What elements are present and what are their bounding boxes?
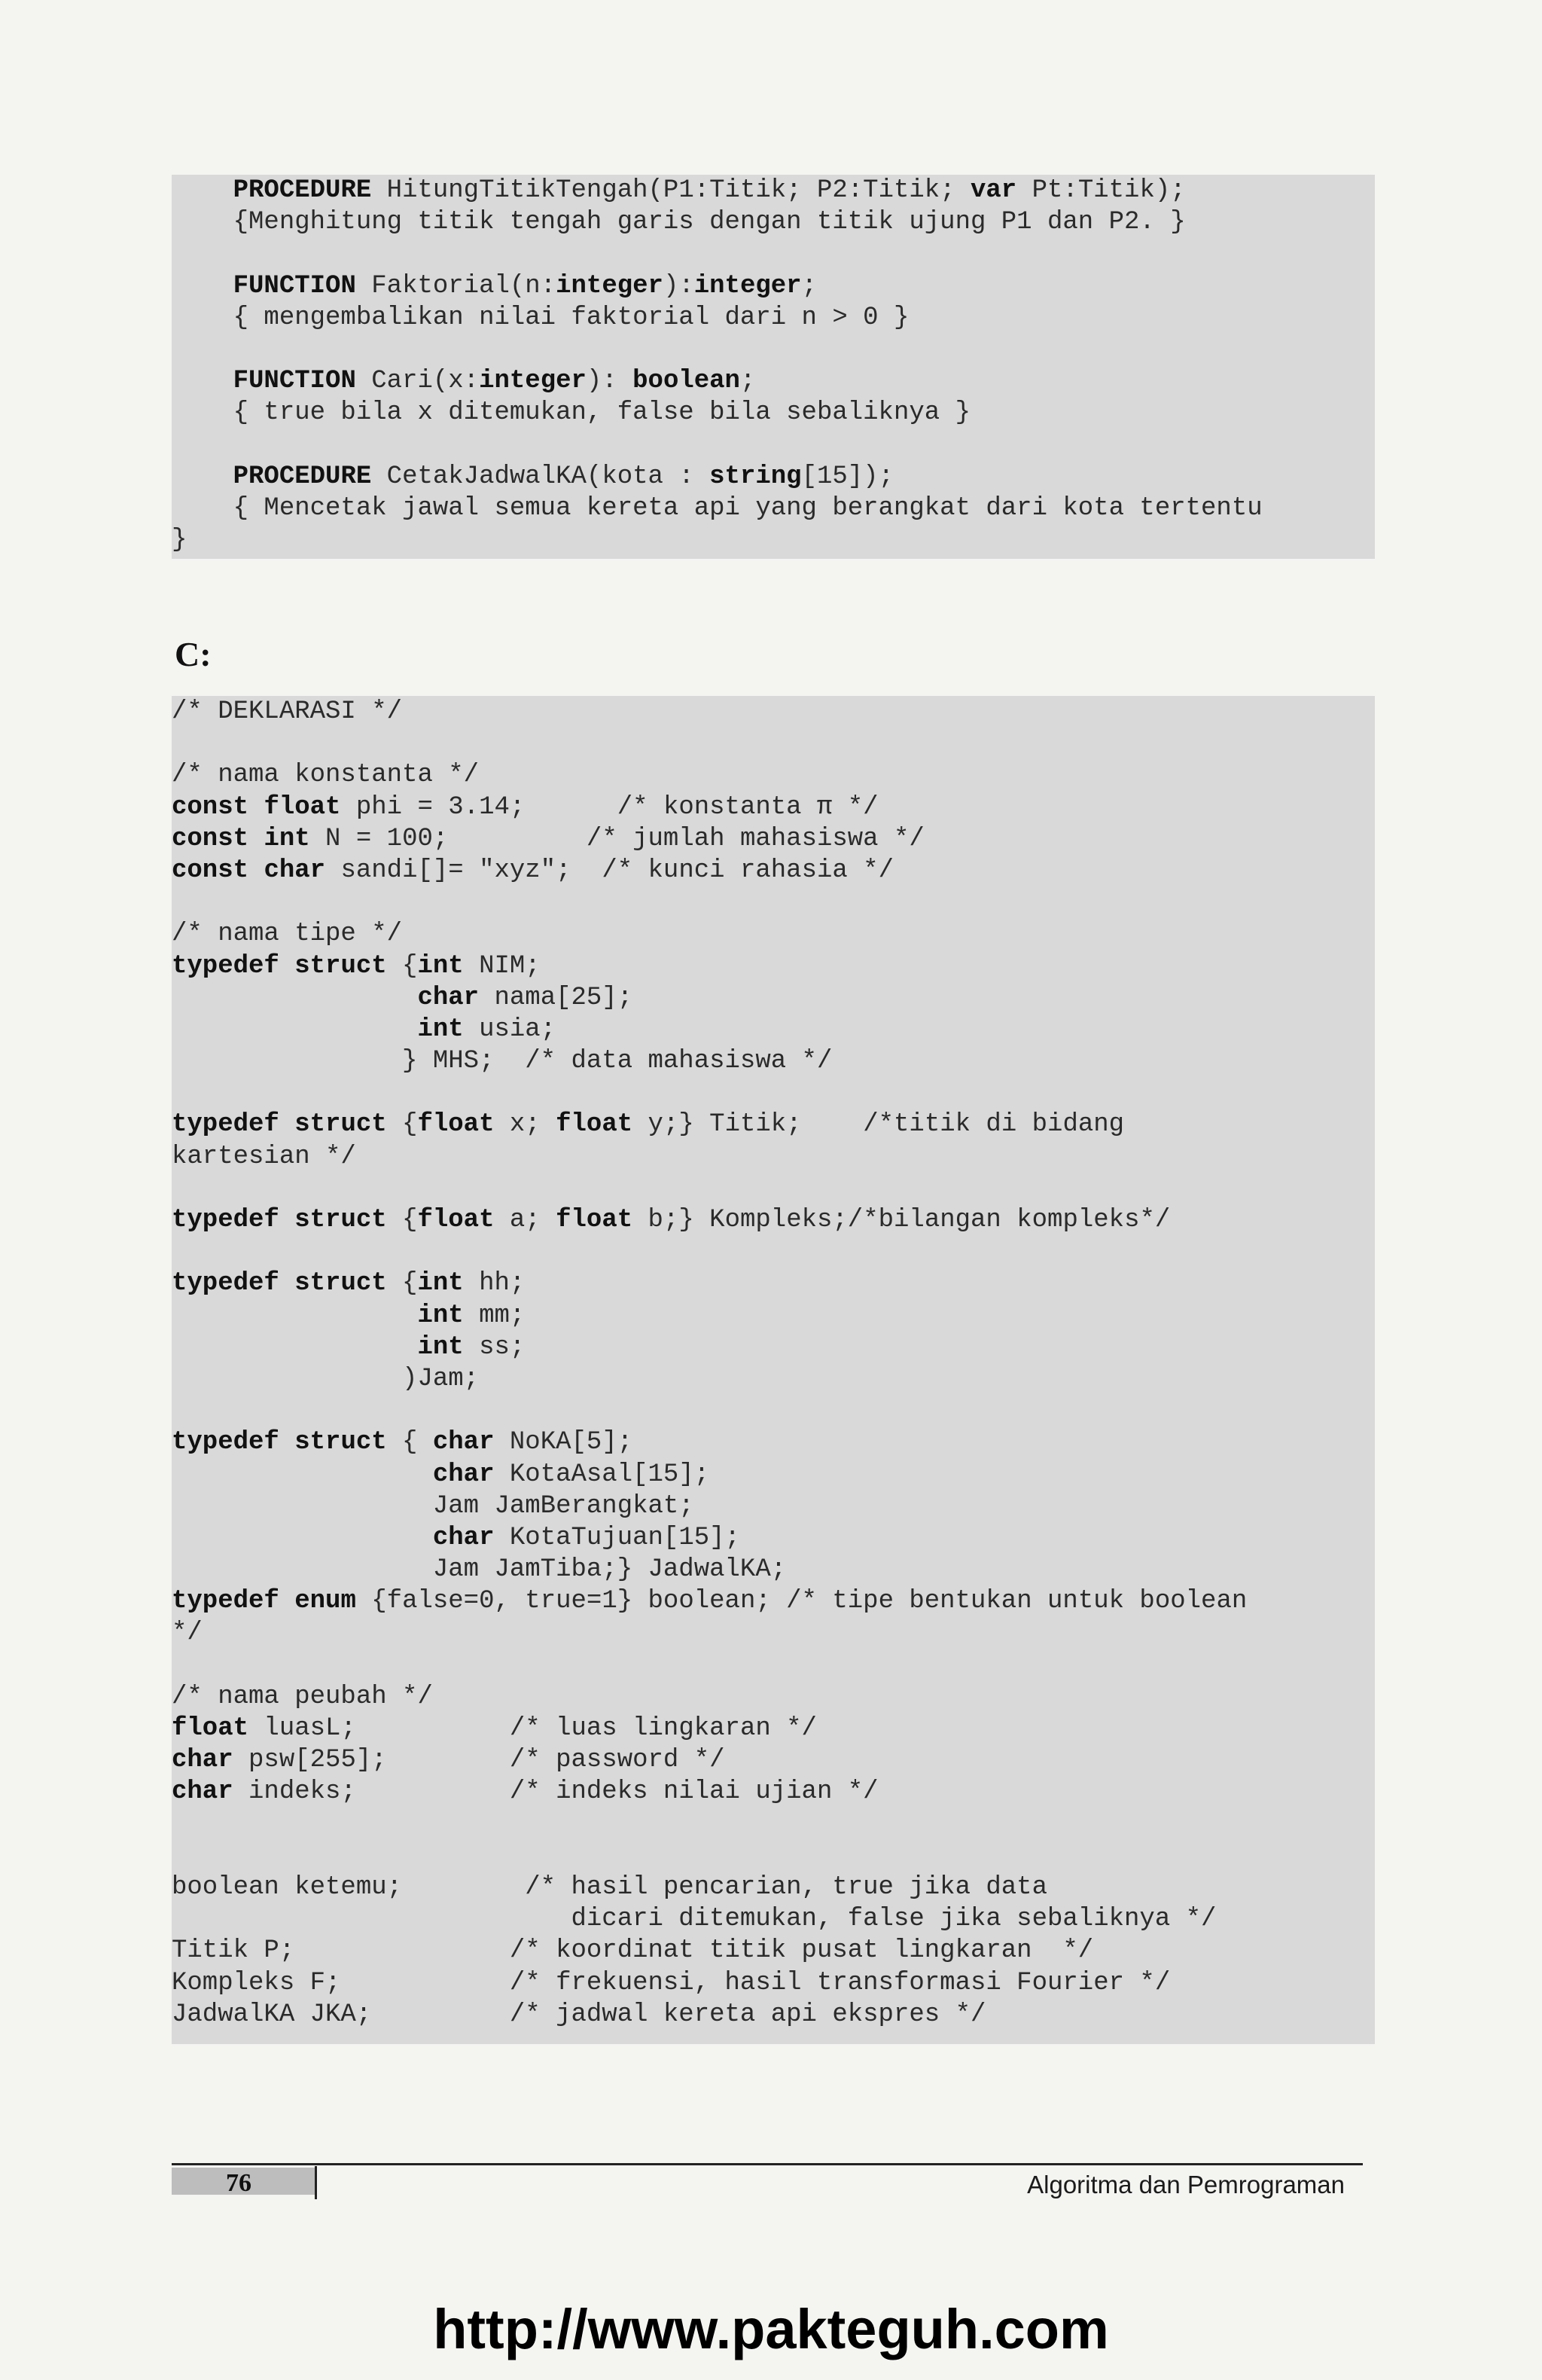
code-keyword: int [417, 1269, 464, 1298]
code-line [172, 1141, 1375, 1173]
code-keyword: int [417, 1015, 464, 1044]
code-keyword: char [432, 1428, 495, 1457]
code-text: } MHS; /* data mahasiswa */ [172, 1047, 833, 1076]
code-text: KotaTujuan[15]; [494, 1523, 740, 1552]
code-line [172, 461, 1375, 493]
code-line [172, 1903, 1375, 1935]
code-line [172, 365, 1375, 397]
code-line [172, 1522, 1375, 1554]
code-line [172, 1744, 1375, 1776]
code-text: sandi[]= "xyz"; /* kunci rahasia */ [325, 856, 894, 885]
code-line [172, 524, 1375, 556]
code-text [248, 856, 264, 885]
code-keyword: struct [294, 1269, 387, 1298]
code-text: HitungTitikTengah(P1:Titik; P2:Titik; [371, 176, 971, 205]
code-text [172, 984, 417, 1012]
code-line [172, 696, 1375, 728]
code-keyword: char [172, 1746, 233, 1775]
code-line [172, 1014, 1375, 1045]
code-keyword: int [264, 824, 310, 853]
code-text: mm; [463, 1301, 526, 1330]
code-keyword: const [172, 792, 249, 822]
code-line [172, 855, 1375, 886]
code-text: boolean ketemu; /* hasil pencarian, true jika data [172, 1872, 1047, 1902]
code-keyword: integer [479, 367, 587, 396]
code-line [172, 1332, 1375, 1363]
code-line [172, 429, 1375, 461]
code-keyword: char [432, 1523, 495, 1552]
code-text: Titik P; /* koordinat titik pusat lingkaran */ [172, 1936, 1094, 1966]
code-text: { mengembalikan nilai faktorial dari n > 0 } [172, 303, 910, 332]
code-text: { [386, 1110, 418, 1140]
code-text [248, 825, 264, 853]
code-line [172, 886, 1375, 918]
code-keyword: float [264, 792, 341, 822]
code-line [172, 1776, 1375, 1808]
code-keyword: int [417, 951, 464, 981]
code-text: { true bila x ditemukan, false bila sebaliknya } [172, 398, 971, 428]
code-text [172, 1460, 433, 1489]
code-keyword: int [417, 1332, 464, 1362]
code-text [172, 1524, 433, 1552]
code-keyword: struct [294, 1428, 387, 1457]
code-line [172, 1808, 1375, 1840]
code-line [172, 334, 1375, 365]
section-title-c: C: [175, 635, 212, 673]
code-keyword: char [417, 983, 480, 1012]
code-keyword: PROCEDURE [233, 462, 372, 491]
code-line [172, 270, 1375, 302]
code-keyword: typedef [172, 1587, 279, 1616]
code-line [172, 1713, 1375, 1744]
code-keyword: enum [294, 1587, 356, 1616]
code-keyword: typedef [172, 1110, 279, 1140]
code-keyword: typedef [172, 1269, 279, 1298]
code-keyword: string [709, 462, 802, 491]
code-text [279, 1269, 294, 1298]
code-line [172, 1554, 1375, 1585]
code-line [172, 1426, 1375, 1458]
code-text: { [386, 951, 418, 981]
code-keyword: struct [294, 1206, 387, 1234]
code-text: Jam JamBerangkat; [172, 1491, 694, 1521]
code-line [172, 1077, 1375, 1109]
code-text: NoKA[5]; [494, 1428, 633, 1457]
code-keyword: integer [693, 271, 802, 301]
code-text: nama[25]; [479, 983, 633, 1012]
code-keyword: typedef [172, 1428, 279, 1457]
code-line [172, 1872, 1375, 1903]
book-title: Algoritma dan Pemrograman [1027, 2171, 1345, 2198]
code-text: { Mencetak jawal semua kereta api yang berangkat dari kota tertentu [172, 493, 1263, 523]
code-text [279, 1206, 294, 1234]
code-keyword: float [417, 1110, 495, 1140]
code-text [279, 1428, 294, 1457]
code-line [172, 1363, 1375, 1395]
code-text: psw[255]; /* password */ [233, 1746, 725, 1775]
code-text: { [386, 1428, 433, 1457]
code-text: } [172, 526, 187, 555]
code-text [248, 793, 264, 822]
code-text: N = 100; /* jumlah mahasiswa */ [309, 824, 925, 853]
code-line [172, 1109, 1375, 1140]
code-text: dicari ditemukan, false jika sebaliknya */ [172, 1905, 1217, 1934]
code-text: [15]); [801, 462, 894, 491]
code-text: { [386, 1206, 418, 1234]
code-line [172, 1236, 1375, 1268]
code-keyword: struct [294, 1110, 387, 1140]
code-line [172, 1173, 1375, 1204]
code-text: /* DEKLARASI */ [172, 697, 403, 726]
code-line [172, 1649, 1375, 1681]
code-keyword: float [172, 1714, 249, 1743]
code-text [172, 1015, 417, 1044]
code-text: kartesian */ [172, 1142, 356, 1171]
code-text [172, 1333, 417, 1362]
code-text [172, 1301, 417, 1330]
code-text: CetakJadwalKA(kota : [371, 462, 710, 491]
code-line [172, 206, 1375, 238]
code-text: )Jam; [172, 1364, 480, 1393]
pascal-code-block [172, 175, 1375, 559]
code-keyword: char [264, 856, 326, 885]
code-text: /* nama konstanta */ [172, 761, 480, 790]
code-text: Pt:Titik); [1016, 176, 1186, 205]
code-text [279, 1110, 294, 1139]
code-text: indeks; /* indeks nilai ujian */ [233, 1777, 879, 1807]
code-keyword: int [417, 1301, 464, 1330]
code-keyword: char [172, 1777, 233, 1807]
code-keyword: integer [556, 271, 663, 301]
code-text: NIM; [463, 951, 541, 981]
code-text: Kompleks F; /* frekuensi, hasil transformasi Fourier */ [172, 1968, 1171, 1997]
code-line [172, 918, 1375, 950]
code-line [172, 1617, 1375, 1649]
code-text: hh; [463, 1269, 526, 1298]
page-number: 76 [226, 2169, 251, 2197]
code-line [172, 1268, 1375, 1299]
code-text: ): [586, 367, 633, 396]
code-keyword: float [417, 1206, 495, 1234]
footer-rule [172, 2163, 1363, 2165]
code-line [172, 823, 1375, 855]
code-line [172, 1840, 1375, 1872]
code-text: a; [494, 1206, 556, 1234]
code-line [172, 982, 1375, 1014]
code-line [172, 792, 1375, 823]
code-text: phi = 3.14; /* konstanta π */ [340, 792, 879, 822]
code-text: /* nama tipe */ [172, 920, 403, 949]
code-keyword: const [172, 856, 249, 885]
code-text: {false=0, true=1} boolean; /* tipe bentukan untuk boolean [355, 1587, 1248, 1616]
code-text: y;} Titik; /*titik di bidang [632, 1110, 1125, 1140]
code-line [172, 175, 1375, 206]
code-text [279, 952, 294, 981]
code-keyword: FUNCTION [233, 367, 356, 396]
code-text: ; [739, 367, 756, 396]
code-keyword: boolean [632, 367, 740, 396]
code-text: Jam JamTiba;} JadwalKA; [172, 1555, 787, 1585]
footer-divider [315, 2166, 317, 2199]
code-line [172, 1045, 1375, 1077]
code-line [172, 950, 1375, 982]
code-line [172, 1935, 1375, 1967]
code-line [172, 1459, 1375, 1491]
code-line [172, 1300, 1375, 1332]
code-text [172, 176, 233, 205]
code-line [172, 728, 1375, 759]
code-text [172, 462, 233, 491]
code-keyword: FUNCTION [233, 271, 356, 301]
code-line [172, 397, 1375, 429]
code-text: JadwalKA JKA; /* jadwal kereta api ekspres */ [172, 2000, 986, 2029]
code-text: ss; [463, 1332, 526, 1362]
code-line [172, 238, 1375, 270]
code-line [172, 1967, 1375, 1999]
code-text: ; [801, 271, 817, 301]
c-code-block [172, 696, 1375, 2044]
code-keyword: PROCEDURE [233, 176, 372, 205]
code-line [172, 1204, 1375, 1236]
code-keyword: float [556, 1110, 633, 1140]
code-text: luasL; /* luas lingkaran */ [248, 1714, 817, 1743]
code-line [172, 302, 1375, 334]
code-line [172, 1585, 1375, 1617]
site-url: http://www.pakteguh.com [433, 2298, 1109, 2360]
code-text: x; [494, 1110, 556, 1140]
code-keyword: float [556, 1206, 633, 1234]
code-line [172, 493, 1375, 524]
code-line [172, 1395, 1375, 1426]
code-keyword: struct [294, 951, 387, 981]
code-line [172, 1681, 1375, 1713]
code-text: /* nama peubah */ [172, 1682, 433, 1711]
code-text [279, 1587, 294, 1616]
code-line [172, 1999, 1375, 2031]
code-keyword: typedef [172, 1206, 279, 1234]
code-keyword: typedef [172, 951, 279, 981]
code-text: {Menghitung titik tengah garis dengan titik ujung P1 dan P2. } [172, 208, 1186, 237]
code-text: usia; [463, 1015, 556, 1044]
code-line [172, 1491, 1375, 1522]
code-text: Cari(x: [355, 367, 480, 396]
code-text: ): [663, 271, 694, 301]
code-text: Faktorial(n: [355, 271, 556, 301]
code-keyword: var [971, 176, 1017, 205]
code-text: KotaAsal[15]; [494, 1460, 710, 1489]
code-text: { [386, 1269, 418, 1298]
code-line [172, 759, 1375, 791]
code-text: */ [172, 1619, 203, 1648]
code-keyword: const [172, 824, 249, 853]
code-text: b;} Kompleks;/*bilangan kompleks*/ [632, 1206, 1171, 1234]
code-keyword: char [432, 1460, 495, 1489]
code-text [172, 272, 233, 301]
code-text [172, 367, 233, 395]
